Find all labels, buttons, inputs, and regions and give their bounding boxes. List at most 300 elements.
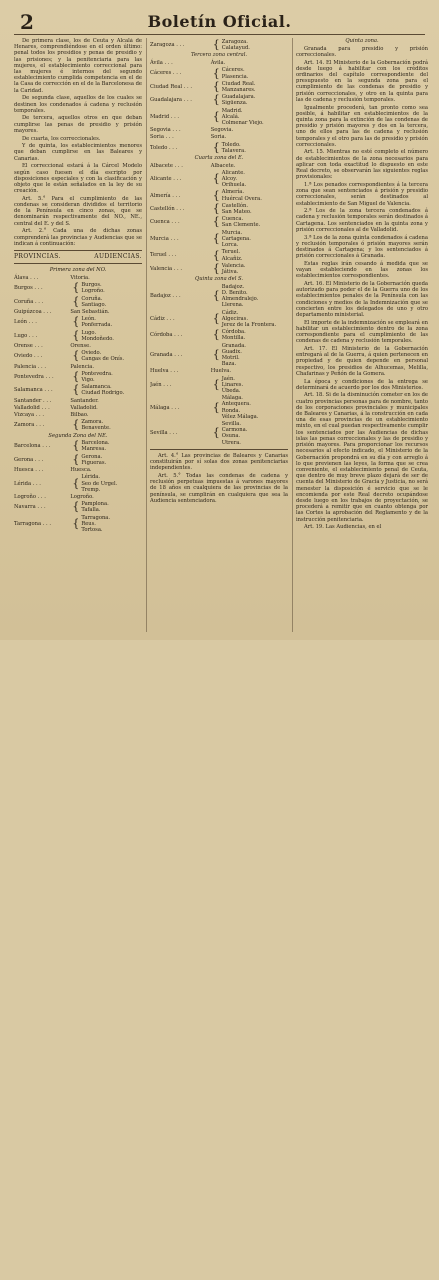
audience-name: Sigüenza. xyxy=(221,100,248,107)
col3-paragraphs xyxy=(296,46,428,531)
audience-name: Palencia. xyxy=(70,363,95,370)
province-row xyxy=(150,108,288,127)
audience-name: Logroño. xyxy=(70,493,94,500)
province-row xyxy=(14,275,142,281)
audience-list xyxy=(70,398,142,404)
audience-list xyxy=(81,419,142,431)
province-row xyxy=(150,421,288,446)
province-name: Barcelona . . . xyxy=(14,443,51,450)
province-row xyxy=(150,249,288,261)
audience-name: Ávila. xyxy=(210,60,226,67)
province-row xyxy=(150,60,288,66)
province-name: Salamanca . . . xyxy=(14,387,53,394)
province-row xyxy=(14,440,142,452)
province-row xyxy=(14,282,142,294)
province-row xyxy=(150,163,288,169)
paragraph: Art. 15. Mientras no esté completo el número de establecimientos de la zona necesarios para aplicar con toda exactitud lo dispuesto en este Real decreto, se observarán las siguientes reglas provisionales: xyxy=(296,149,428,181)
audience-name: Orihuela. xyxy=(221,182,247,189)
audience-name: Huesca. xyxy=(70,467,92,474)
province-name: Cuenca . . . xyxy=(150,219,180,226)
audience-name: Castellón. xyxy=(221,202,249,209)
audience-name: Colmenar Viejo. xyxy=(221,119,264,126)
zone-list xyxy=(150,163,288,275)
audience-name: Huércal Overa. xyxy=(221,195,262,202)
audience-name: Toledo. xyxy=(221,141,241,148)
province-name: Huelva . . . xyxy=(150,368,179,375)
audience-name: Osuna. xyxy=(221,433,241,440)
province-row xyxy=(14,454,142,466)
brace: { xyxy=(212,38,220,52)
audience-list xyxy=(81,330,142,342)
province-row xyxy=(150,230,288,249)
audience-name: Algeciras. xyxy=(221,315,248,322)
province-row xyxy=(14,384,142,396)
audience-name: Zaragoza. xyxy=(221,39,248,45)
province-name: Badajoz . . . xyxy=(150,293,181,300)
audience-name: Tafalla. xyxy=(81,507,101,514)
province-name: Madrid . . . xyxy=(150,113,180,120)
audience-list xyxy=(222,230,288,249)
province-name: Toledo . . . xyxy=(150,144,178,151)
province-row xyxy=(150,39,288,51)
audience-name: Murcia. xyxy=(221,229,243,236)
page-number: 2 xyxy=(20,10,34,34)
audience-list xyxy=(222,310,288,329)
brace: { xyxy=(72,476,80,490)
brace: { xyxy=(212,400,220,414)
audience-name: Llerena. xyxy=(221,302,244,309)
province-row xyxy=(150,142,288,154)
province-name: Álava . . . xyxy=(14,274,39,281)
province-name: Ciudad Real . . . xyxy=(150,83,192,90)
audience-list xyxy=(81,454,142,466)
audience-name: Linares. xyxy=(221,381,244,388)
brace: { xyxy=(212,188,220,202)
audience-list xyxy=(211,134,288,140)
province-row xyxy=(150,329,288,341)
audience-list xyxy=(222,94,288,106)
audience-name: Guadalajara. xyxy=(221,94,256,101)
province-row xyxy=(14,350,142,362)
audience-list xyxy=(222,263,288,275)
audience-name: Bilbao. xyxy=(70,411,89,418)
brace: { xyxy=(72,369,80,383)
province-name: Sevilla . . . xyxy=(150,430,178,437)
column-1 xyxy=(14,38,142,634)
audience-name: Vigo. xyxy=(81,376,95,383)
province-row xyxy=(150,203,288,215)
audience-name: Benavente. xyxy=(81,425,111,432)
audience-name: Córdoba. xyxy=(221,329,246,336)
audience-name: Pontevedra. xyxy=(81,370,113,377)
audience-list xyxy=(222,376,288,395)
province-name: Castellón . . . xyxy=(150,205,185,212)
brace: { xyxy=(212,261,220,275)
paragraph: Art. 5.° Para el cumplimiento de las condenas se consideran divididos el territorio de la Península en cinco zonas, que se denominarán respectivamente del NO., NE., central del E. y del S. xyxy=(14,195,142,227)
audience-list xyxy=(222,203,288,215)
audience-list xyxy=(70,275,142,281)
brace: { xyxy=(212,93,220,107)
audience-list xyxy=(211,163,288,169)
province-row xyxy=(14,501,142,513)
province-row xyxy=(14,371,142,383)
brace: { xyxy=(212,140,220,154)
brace: { xyxy=(72,294,80,308)
audience-name: Alcoy. xyxy=(221,176,238,183)
paragraph: 3.ª Los de la zona quinta condenados á cadena y reclusión temporales ó prisión mayores serán destinados á Cartagena; y los sentenciados á prisión correccionales á Granada. xyxy=(296,234,428,260)
brace: { xyxy=(212,109,220,123)
audience-name: Barcelona. xyxy=(81,440,110,447)
audience-name: Tremp. xyxy=(81,486,101,493)
audience-name: Utrera. xyxy=(221,439,241,446)
audience-name: Badajoz. xyxy=(221,283,245,290)
zone-heading: Cuarta zona del E. xyxy=(194,154,244,161)
province-row xyxy=(14,419,142,431)
audience-name: Coruña. xyxy=(81,295,103,302)
province-name: León . . . xyxy=(14,319,37,326)
audience-list xyxy=(222,170,288,189)
audience-list xyxy=(70,494,142,500)
audience-name: Ciudad Real. xyxy=(221,80,256,87)
province-row xyxy=(150,81,288,93)
paragraph: Igualmente procederá, tan pronto como sea posible, á habilitar en establecimientos de la quinta zona para la extinción de las condenas de presidio y prisión mayores y dos en la tercera, uno de ellos para las de cadena y reclusión temporales y el otro para las de presidio y prisión correccionales. xyxy=(296,104,428,148)
brace: { xyxy=(72,418,80,432)
brace: { xyxy=(72,281,80,295)
province-name: Jaén . . . xyxy=(150,381,172,388)
audience-name: Tortosa. xyxy=(81,526,103,533)
audience-name: Sevilla. xyxy=(221,421,241,428)
audience-name: Cádiz. xyxy=(221,309,239,316)
audience-name: Montilla. xyxy=(221,335,246,342)
province-name: Coruña . . . xyxy=(14,298,44,305)
audience-name: Seo de Urgel. xyxy=(81,480,118,487)
audience-name: Motril. xyxy=(221,355,240,362)
paragraph: Art. 18. Si de la disminución cometer en los de cuatro provincias personas para de nombre, tanto de los corporaciones provinciales y municipales de Baleares y Canarias, á la construcción en cada una de esas provincias de un establecimiento mixto, en el cual puedan respectivamente cumplir los sentenciados por las Audiencias de dichas islas las penas correccionales y las de presidio y prisión mayores. Para proporcionar los recursos necesarios al efecto indicado, el Ministerio de la Gobernación propondrá en su día y con arreglo á lo que previenen las leyes, la forma que se crea conveniente, el establecimiento penal de Ceuta, que dentro de muy breve plazo dejará de ser de cuenta del Ministerio de Gracia y Justicia, no será menester la disposición é servicio que se le encomienda por este Real decreto ocupándose desde luego en los trabajos de proyectación, se procederá a remitir que en cuanto obtenga por las Cortes la aprobación del Reglamento y de la instrucción penitenciaria. xyxy=(296,392,428,523)
audience-list xyxy=(81,371,142,383)
audience-list xyxy=(81,515,142,534)
province-name: Murcia . . . xyxy=(150,235,179,242)
audience-name: D. Benito. xyxy=(221,290,248,297)
audience-list xyxy=(211,60,288,66)
audience-name: Jerez de la Frontera. xyxy=(221,322,277,329)
paragraph: 2.ª Los de la zona tercera condenados á cadena y reclusión temporales serán destinados á Cartagena. Los sentenciados en la quinta zona y prisión correccionales al de Valladolid. xyxy=(296,208,428,233)
audience-name: Orense. xyxy=(70,342,91,349)
audience-list xyxy=(70,467,142,473)
divider xyxy=(150,449,288,450)
province-row xyxy=(14,405,142,411)
province-name: Almería . . . xyxy=(150,192,181,199)
audience-name: Salamanca. xyxy=(81,384,112,391)
paragraph: La época y condiciones de la entrega se determinará de acuerdo por los dos Ministerios. xyxy=(296,378,428,391)
audience-list xyxy=(222,343,288,368)
paragraph: Art. 17. El Ministerio de la Gobernación entregará al de la Guerra, á quien pertenecen en propiedad y de quien depende en personal respectivo, los presidios de Alhucemas, Melilla, Chafarinas y Peñón de la Gomera. xyxy=(296,346,428,377)
brace: { xyxy=(72,349,80,363)
paragraph: Art. 4.° Las provincias de Baleares y Canarias constituirán por sí solas dos zonas penitenciarias independientes. xyxy=(150,452,288,472)
table-head-provinces: PROVINCIAS. xyxy=(14,253,61,260)
table-head xyxy=(14,254,142,260)
brace: { xyxy=(72,439,80,453)
audience-name: Burgos. xyxy=(81,282,102,289)
province-row xyxy=(150,127,288,133)
audience-name: Ronda. xyxy=(221,407,241,414)
audience-list xyxy=(222,395,288,420)
audience-list xyxy=(81,350,142,362)
brace: { xyxy=(212,202,220,216)
brace: { xyxy=(212,231,220,245)
province-name: Málaga . . . xyxy=(150,404,180,411)
brace: { xyxy=(72,516,80,530)
province-row xyxy=(150,134,288,140)
province-name: Córdoba . . . xyxy=(150,332,183,339)
audience-list xyxy=(222,284,288,309)
brace: { xyxy=(212,248,220,262)
province-row xyxy=(14,467,142,473)
province-row xyxy=(150,170,288,189)
audience-list xyxy=(70,412,142,418)
province-row xyxy=(150,263,288,275)
province-row xyxy=(14,330,142,342)
province-row xyxy=(150,216,288,228)
audience-list xyxy=(222,216,288,228)
province-name: Cáceres . . . xyxy=(150,70,182,77)
audience-list xyxy=(81,316,142,328)
audience-name: Madrid. xyxy=(221,107,243,114)
province-row xyxy=(14,296,142,308)
province-row xyxy=(150,67,288,79)
province-name: Orense . . . xyxy=(14,342,43,349)
audience-list xyxy=(222,39,288,51)
audience-name: Valencia. xyxy=(221,262,246,269)
province-row xyxy=(150,376,288,395)
audience-name: León. xyxy=(81,316,96,323)
audience-name: Albacete. xyxy=(210,162,236,169)
audience-list xyxy=(222,249,288,261)
audience-name: Granada. xyxy=(221,342,246,349)
column-divider xyxy=(146,38,147,632)
audience-list xyxy=(222,108,288,127)
zone-list xyxy=(14,440,142,533)
zone-list xyxy=(150,39,288,51)
brace: { xyxy=(212,172,220,186)
audience-list xyxy=(222,189,288,201)
zone-list xyxy=(150,284,288,446)
audience-name: Alcañiz. xyxy=(221,255,243,262)
zone-heading: Primera zona del NO. xyxy=(49,267,107,274)
province-name: Alicante . . . xyxy=(150,176,182,183)
province-name: Lugo . . . xyxy=(14,332,38,339)
province-row xyxy=(150,395,288,420)
province-name: Zamora . . . xyxy=(14,422,45,429)
province-row xyxy=(150,343,288,368)
divider xyxy=(14,263,142,264)
audience-list xyxy=(81,440,142,452)
audience-name: Teruel. xyxy=(221,249,241,256)
audience-name: Guadix. xyxy=(221,348,242,355)
audience-name: Mondoñedo. xyxy=(81,335,114,342)
province-row xyxy=(14,316,142,328)
paragraph: Granada para presidio y prisión correccionales. xyxy=(296,45,428,58)
province-name: Cádiz . . . xyxy=(150,315,175,322)
audience-name: San Mateo. xyxy=(221,209,252,216)
brace: { xyxy=(72,383,80,397)
province-name: Valladolid . . . xyxy=(14,404,50,411)
province-name: Burgos . . . xyxy=(14,285,43,292)
brace: { xyxy=(212,426,220,440)
province-row xyxy=(14,309,142,315)
col1-paragraphs xyxy=(14,38,142,247)
audience-name: San Sebastián. xyxy=(70,308,110,315)
province-name: Teruel . . . xyxy=(150,252,177,259)
brace: { xyxy=(212,215,220,229)
province-row xyxy=(14,515,142,534)
audience-name: Cáceres. xyxy=(221,67,245,74)
province-name: Ávila . . . xyxy=(150,60,173,67)
audience-name: Ponferrada. xyxy=(81,322,113,329)
province-name: Soria . . . xyxy=(150,134,174,141)
audience-list xyxy=(81,282,142,294)
audience-name: Lugo. xyxy=(81,329,97,336)
paragraph: Estas reglas irán cesando á medida que se vayan estableciendo en las zonas los establecimientos correspondientes. xyxy=(296,260,428,280)
audience-name: Santander. xyxy=(70,397,99,404)
audience-name: Tarragona. xyxy=(81,514,111,521)
province-name: Palencia . . . xyxy=(14,363,46,370)
paragraph: Art. 19. Las Audiencias, en el xyxy=(304,524,382,531)
province-name: Huesca . . . xyxy=(14,467,44,474)
audience-name: Plasencia. xyxy=(221,73,249,80)
brace: { xyxy=(212,289,220,303)
province-name: Logroño . . . xyxy=(14,493,46,500)
audience-name: Antequera. xyxy=(221,401,251,408)
paragraph: De cuarta, los correccionales. xyxy=(22,135,101,142)
audience-name: Pamplona. xyxy=(81,501,109,508)
audience-name: Figueras. xyxy=(81,459,107,466)
zone-heading: Quinta zona del S. xyxy=(194,276,244,283)
audience-name: Málaga. xyxy=(221,395,243,402)
table-head-audiences: AUDIENCIAS. xyxy=(94,253,142,260)
province-row xyxy=(150,368,288,374)
paragraph: Art. 5.° Todas las condenas de cadena y reclusión perpetuas impuestas á varones mayores de 18 años en cualquiera de las provincias de la península, se cumplirán en cualquiera que sea la Audiencia sentenciadora. xyxy=(150,473,288,504)
province-name: Zaragoza . . . xyxy=(150,42,185,49)
audience-name: Reus. xyxy=(81,520,96,527)
audience-name: Zamora. xyxy=(81,419,104,426)
audience-name: Játiva. xyxy=(221,268,239,275)
paragraph: El correccional estará á la Cárcel Modelo según caso fuesen el día escripto por disposiciones especiales y con la clasificación y objeto que le están señalados en la ley de su creación. xyxy=(14,163,142,195)
audience-list xyxy=(81,384,142,396)
province-row xyxy=(14,412,142,418)
audience-name: Úbeda. xyxy=(221,388,241,395)
paragraph: Y de quinta, los establecimientos menores que deban cumplirse en las Baleares y Canarias. xyxy=(14,143,142,162)
audience-name: Carmona. xyxy=(221,427,248,434)
paragraph: Art. 14. El Ministerio de la Gobernación podrá desde luego á habilitar con los créditos ordinarios del capítulo correspondiente del presupuesto en la segunda zona para el cumplimiento de las condenas de presidio y prisión correccionales, y otro en la quinta para las de cadena y reclusión temporales. xyxy=(296,59,428,103)
brace: { xyxy=(72,452,80,466)
audience-name: Cangas de Onís. xyxy=(81,356,125,363)
audience-list xyxy=(81,474,142,493)
page-title: Boletín Oficial. xyxy=(147,12,292,31)
province-name: Navarra . . . xyxy=(14,504,46,511)
audience-name: Almería. xyxy=(221,189,244,196)
audience-name: Almendralejo. xyxy=(221,296,259,303)
audience-list xyxy=(81,501,142,513)
audience-name: Alcalá. xyxy=(221,113,240,120)
audience-name: Gerona. xyxy=(81,453,103,460)
province-name: Albacete . . . xyxy=(150,162,183,169)
province-name: Granada . . . xyxy=(150,351,183,358)
audience-name: San Clemente. xyxy=(221,222,261,229)
audience-name: Soria. xyxy=(210,134,227,141)
brace: { xyxy=(212,377,220,391)
province-name: Vizcaya . . . xyxy=(14,411,44,418)
province-row xyxy=(14,364,142,370)
zone-heading: Tercera zona central. xyxy=(190,52,248,59)
zone-list xyxy=(14,275,142,432)
province-name: Pontevedra . . . xyxy=(14,373,54,380)
brace: { xyxy=(212,66,220,80)
audience-name: Lorca. xyxy=(221,242,239,249)
audience-list xyxy=(211,368,288,374)
brace: { xyxy=(72,328,80,342)
province-name: Guipúzcoa . . . xyxy=(14,308,52,315)
audience-name: Jaén. xyxy=(221,375,235,382)
audience-list xyxy=(222,142,288,154)
page-header xyxy=(14,8,425,35)
audience-list xyxy=(70,364,142,370)
zone-heading: Segunda Zona del NE. xyxy=(48,432,108,439)
audience-name: Talavera. xyxy=(221,147,246,154)
province-row xyxy=(14,398,142,404)
zone-heading: Quinta zona. xyxy=(345,38,379,44)
audience-list xyxy=(211,127,288,133)
audience-name: Santiago. xyxy=(81,301,107,308)
brace: { xyxy=(212,348,220,362)
audience-list xyxy=(81,296,142,308)
province-name: Guadalajara . . . xyxy=(150,97,192,104)
audience-name: Calatayud. xyxy=(221,45,250,52)
province-name: Tarragona . . . xyxy=(14,520,51,527)
audience-name: Manzanares. xyxy=(221,86,256,93)
province-name: Oviedo . . . xyxy=(14,353,43,360)
audience-name: Oviedo. xyxy=(81,350,102,357)
province-name: Gerona . . . xyxy=(14,456,44,463)
audience-name: Cuenca. xyxy=(221,216,244,223)
audience-list xyxy=(70,343,142,349)
brace: { xyxy=(212,311,220,325)
audience-name: Alicante. xyxy=(221,169,245,176)
audience-list xyxy=(222,329,288,341)
audience-name: Vitoria. xyxy=(70,274,90,281)
province-name: Valencia . . . xyxy=(150,265,182,272)
audience-name: Huelva. xyxy=(210,368,231,375)
province-row xyxy=(14,474,142,493)
province-row xyxy=(14,343,142,349)
province-row xyxy=(150,94,288,106)
province-name: Segovia . . . xyxy=(150,127,181,134)
paragraph: De tercera, aquellos otros en que deban cumplirse las penas de presidio y prisión mayores. xyxy=(14,115,142,134)
audience-name: Lérida. xyxy=(81,474,101,481)
audience-name: Segovia. xyxy=(210,127,234,134)
audience-list xyxy=(70,309,142,315)
audience-list xyxy=(222,67,288,79)
paragraph: 1.ª Los penados correspondientes á la tercera zona que sean sentenciados á prisión y presidio correccionales, serán destinados al establecimiento de San Miguel de Valencia. xyxy=(296,181,428,207)
audience-list xyxy=(222,81,288,93)
audience-name: Manresa. xyxy=(81,446,107,453)
audience-name: Vélez Málaga. xyxy=(221,413,259,420)
brace: { xyxy=(72,500,80,514)
paragraph: De segunda clase, aquellos de los cuales se destinen los condenados á cadena y reclusión temporales. xyxy=(14,95,142,114)
province-row xyxy=(14,494,142,500)
audience-list xyxy=(70,405,142,411)
column-2 xyxy=(150,38,288,634)
brace: { xyxy=(212,79,220,93)
